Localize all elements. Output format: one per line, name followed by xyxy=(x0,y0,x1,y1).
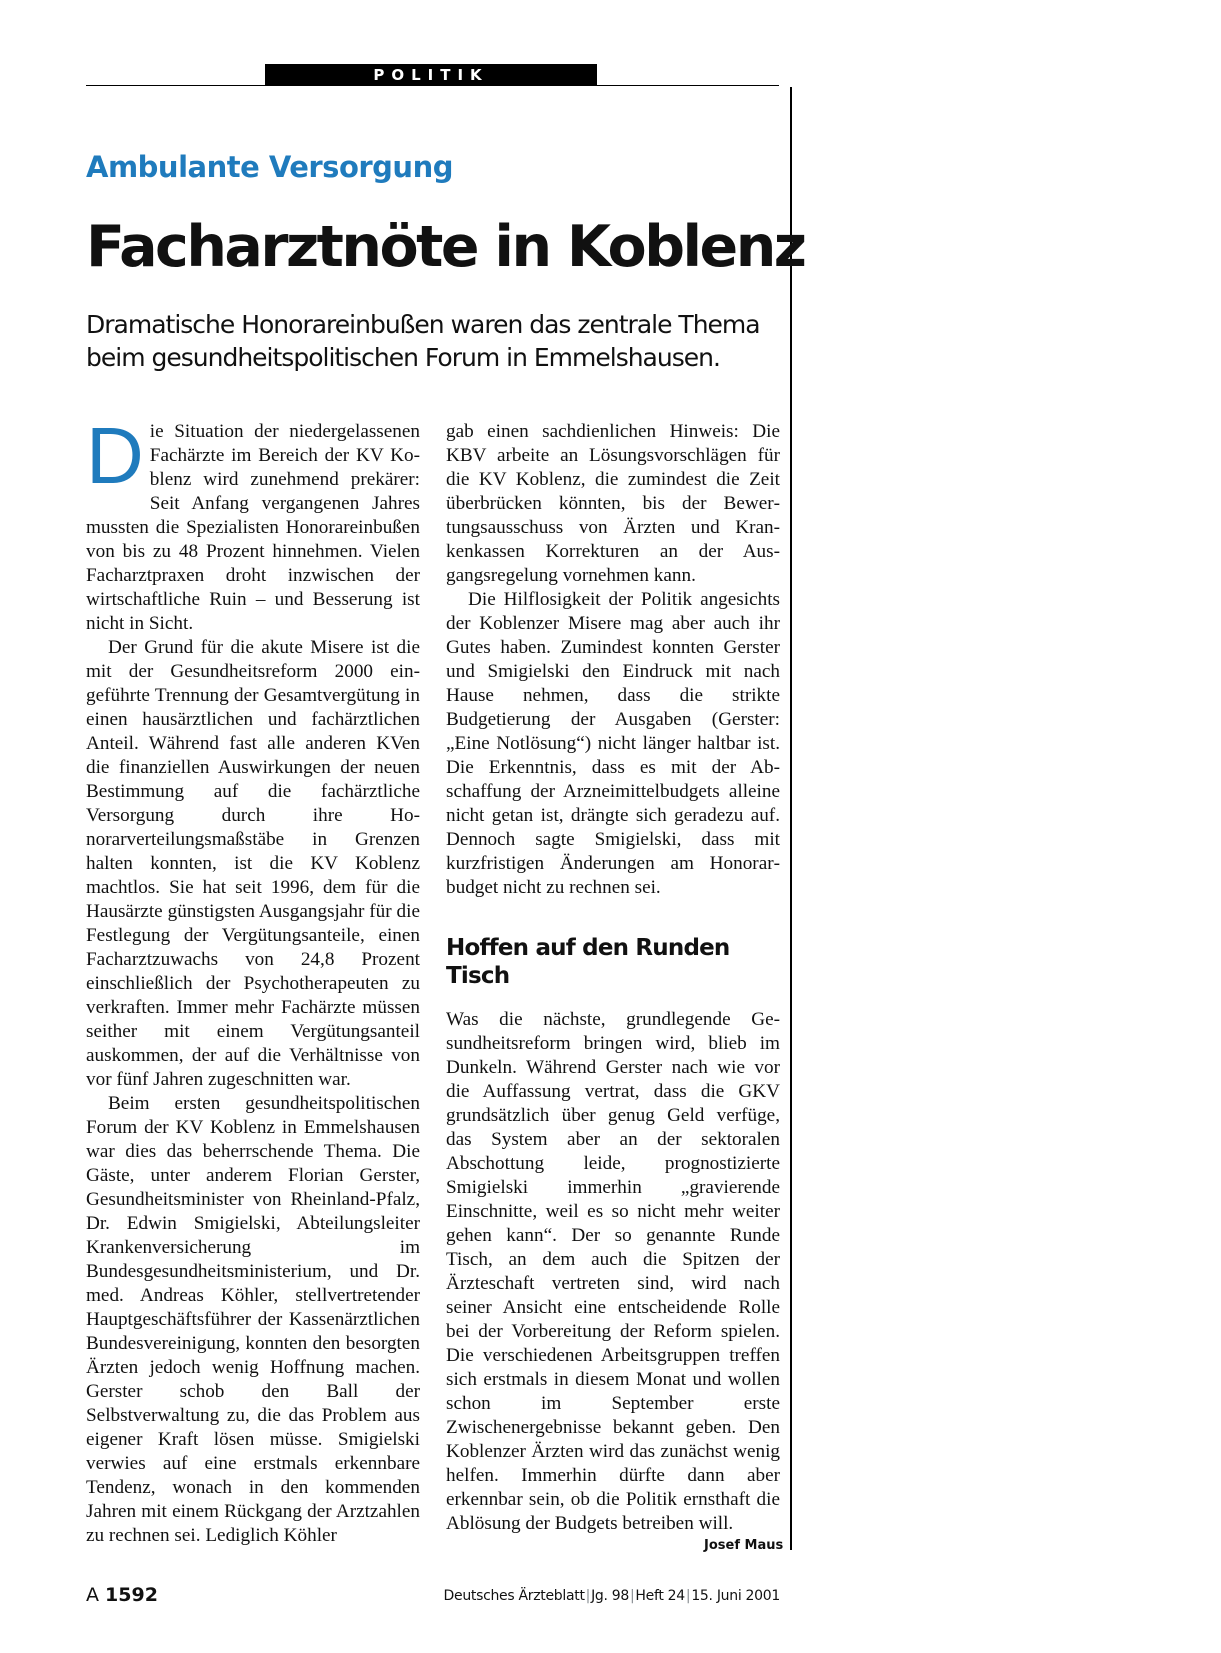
text-column-2 xyxy=(446,420,780,1536)
journal-name: Deutsches Ärzteblatt xyxy=(443,1588,585,1604)
text-column-1 xyxy=(86,411,420,1548)
paragraph: Der Grund für die akute Misere ist die mit der Gesundheitsreform 2000 eingeführte Trennung der Gesamtvergütung in einen hausärztlichen und fachärztlichen Anteil. Während fast alle anderen KVen die finanziellen Auswirkungen der neuen Bestimmung auf die fachärztliche Versorgung durch ihre Honorarverteilungsmaßstäbe in Grenzen halten konnten, ist die KV Koblenz machtlos. Sie hat seit 1996, dem für die Hausärzte günstigsten Ausgangsjahr für die Festlegung der Vergütungsanteile, einen Facharztzuwachs von 24,8 Prozent einschließlich der Psychotherapeuten zu verkraften. Immer mehr Fachärzte müssen seither mit einem Vergütungsanteil auskommen, der auf die Verhältnisse von vor fünf Jahren zugeschnitten war. xyxy=(86,637,420,1090)
article-kicker: Ambulante Versorgung xyxy=(86,150,453,184)
journal-date: 15. Juni 2001 xyxy=(691,1588,780,1604)
journal-footer: Deutsches Ärzteblatt|Jg. 98|Heft 24|15. Juni 2001 xyxy=(443,1588,780,1604)
paragraph: gab einen sachdienlichen Hinweis: Die KBV arbeite an Lösungsvorschlägen für die KV Koblenz, die zumindest die Zeit überbrücken könnten, bis der Bewertungsausschuss von Ärzten und Krankenkassen Korrekturen an der Ausgangsregelung vornehmen kann. xyxy=(446,421,780,586)
paragraph: Die Situation der niedergelassenen Fachärzte im Bereich der KV Koblenz wird zunehmend prekärer: Seit Anfang vergangenen Jahres mussten die Spezialisten Honorareinbußen von bis zu 48 Prozent hinnehmen. Vielen Facharztpraxen droht inzwischen der wirtschaftliche Ruin – und Besserung ist nicht in Sicht. xyxy=(86,411,420,634)
top-rule xyxy=(86,85,779,86)
paragraph: Die Hilflosigkeit der Politik angesichts der Koblenzer Misere mag aber auch ihr Gutes haben. Zumindest konnten Gerster und Smigielski den Eindruck mit nach Hause nehmen, dass die strikte Budgetierung der Ausgaben (Gerster: „Eine Notlösung“) nicht länger haltbar ist. Die Erkenntnis, dass es mit der Abschaffung der Arzneimittelbudgets alleine nicht getan ist, drängte sich geradezu auf. Dennoch sagte Smigielski, dass mit kurzfristigen Änderungen am Honorarbudget nicht zu rechnen sei. xyxy=(446,589,780,898)
paragraph: Beim ersten gesundheitspolitischen Forum der KV Koblenz in Emmelshausen war dies das beherrschende Thema. Die Gäste, unter anderem Florian Gerster, Gesundheitsminister von Rheinland-Pfalz, Dr. Edwin Smigielski, Abteilungsleiter Krankenversicherung im Bundesgesundheitsministerium, und Dr. med. Andreas Köhler, stellvertretender Hauptgeschäftsführer der Kassenärztlichen Bundesvereinigung, konnten den besorgten Ärzten jedoch wenig Hoffnung machen. Gerster schob den Ball der Selbstverwaltung zu, die das Problem aus eigener Kraft lösen müsse. Smigielski verwies auf eine erstmals erkennbare Tendenz, wonach in den kommenden Jahren mit einem Rückgang der Arztzahlen zu rechnen sei. Lediglich Köhler xyxy=(86,1093,420,1546)
paragraph: Was die nächste, grundlegende Gesundheitsreform bringen wird, blieb im Dunkeln. Während Gerster nach wie vor die Auffassung vertrat, dass die GKV grundsätzlich über genug Geld verfüge, das System aber an der sektoralen Abschottung leide, prognostizierte Smigielski immerhin „gravierende Einschnitte, weil es so nicht mehr weiter gehen kann“. Der so genannte Runde Tisch, an dem auch die Spitzen der Ärzteschaft vertreten sind, wird nach seiner Ansicht eine entscheidende Rolle bei der Vorbereitung der Reform spielen. Die verschiedenen Arbeitsgruppen treffen sich erstmals in diesem Monat und wollen schon im September erste Zwischenergebnisse bekannt geben. Den Koblenzer Ärzten wird das zunächst wenig helfen. Immerhin dürfte dann aber erkennbar sein, ob die Politik ernsthaft die Ablösung der Budgets betreiben will. xyxy=(446,1009,780,1534)
article-headline: Facharztnöte in Koblenz xyxy=(86,214,805,280)
author-byline: Josef Maus xyxy=(704,1538,784,1553)
page-number: A 1592 xyxy=(86,1584,158,1606)
journal-volume: Jg. 98 xyxy=(591,1588,629,1604)
column-rule xyxy=(790,87,792,1550)
drop-cap: D xyxy=(86,411,144,500)
section-label: POLITIK xyxy=(265,64,597,86)
journal-issue: Heft 24 xyxy=(635,1588,685,1604)
article-lede: Dramatische Honorareinbußen waren das zentrale Thema beim gesundheitspolitischen Forum in Emmelshausen. xyxy=(86,310,760,372)
section-subheading: Hoffen auf den Runden Tisch xyxy=(446,935,730,989)
